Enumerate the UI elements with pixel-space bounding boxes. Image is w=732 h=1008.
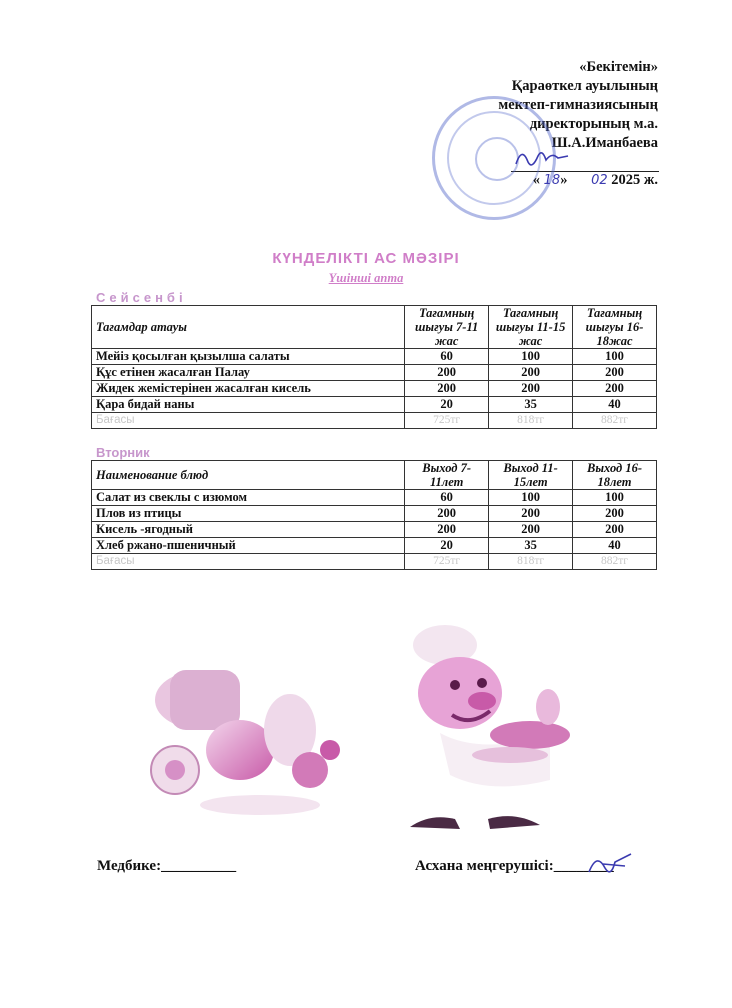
approval-line-1: «Бекітемін» [579,59,658,75]
header-cell: Выход 11-15лет [489,461,573,490]
chef-illustration [400,615,600,835]
approval-date [533,172,658,189]
canteen-head-signature [585,850,635,878]
portion-cell: 60 [405,349,489,365]
dish-name: Плов из птицы [92,506,405,522]
dish-name: Құс етінен жасалған Палау [92,365,405,381]
price-cell: 882тг [573,413,657,429]
portion-cell: 200 [573,522,657,538]
header-cell: Выход 16-18лет [573,461,657,490]
menu-subtitle: Үшінші апта [328,271,404,285]
portion-cell: 200 [489,381,573,397]
portion-cell: 200 [405,506,489,522]
portion-cell: 200 [405,522,489,538]
table-header-row [92,461,657,490]
header-cell: Тағамның шығуы 7-11 жас [405,306,489,349]
menu-table-1 [91,305,657,429]
table-row [92,365,657,381]
price-cell: 882тг [573,554,657,570]
approval-line-3: мектеп-гимназиясының [498,97,658,113]
director-signature [512,142,572,172]
portion-cell: 200 [405,381,489,397]
dish-name: Кисель -ягодный [92,522,405,538]
portion-cell: 35 [489,538,573,554]
portion-cell: 200 [489,365,573,381]
portion-cell: 200 [573,381,657,397]
approval-line-2: Қараөткел ауылының [511,78,658,94]
portion-cell: 35 [489,397,573,413]
approval-line-4: директорының м.а. [529,116,658,132]
approval-line-5: Ш.А.Иманбаева [551,135,658,151]
canteen-head-signature-field: Асхана меңгерушісі:________ [415,858,614,874]
price-label: Бағасы [92,413,405,429]
table-header-row [92,306,657,349]
dish-name: Мейіз қосылған қызылша салаты [92,349,405,365]
nurse-signature-field: Медбике:__________ [97,858,237,874]
header-cell: Наименование блюд [92,461,405,490]
table-row [92,522,657,538]
portion-cell: 200 [573,365,657,381]
header-cell: Тағамның шығуы 11-15 жас [489,306,573,349]
price-row [92,554,657,570]
date-year: 2025 ж. [611,172,658,188]
dish-name: Жидек жемістерінен жасалған кисель [92,381,405,397]
header-cell: Выход 7-11лет [405,461,489,490]
table-row [92,349,657,365]
price-cell: 725тг [405,554,489,570]
portion-cell: 200 [405,365,489,381]
dish-name: Қара бидай наны [92,397,405,413]
header-cell: Тағамдар атауы [92,306,405,349]
portion-cell: 40 [573,538,657,554]
date-quote-open: « [532,172,541,188]
table-row [92,506,657,522]
food-illustration [140,640,355,820]
table-row [92,381,657,397]
date-day: 18 [543,173,561,188]
date-quote-close: » [560,172,568,188]
portion-cell: 60 [405,490,489,506]
price-cell: 725тг [405,413,489,429]
dish-name: Салат из свеклы с изюмом [92,490,405,506]
day-label-2: Вторник [96,445,150,460]
price-row [92,413,657,429]
price-cell: 818тг [489,413,573,429]
portion-cell: 40 [573,397,657,413]
table-row [92,490,657,506]
portion-cell: 200 [489,506,573,522]
portion-cell: 100 [573,490,657,506]
portion-cell: 100 [573,349,657,365]
menu-table-2 [91,460,657,570]
date-month: 02 [591,173,608,188]
day-label-1: Сейсенбі [96,290,187,305]
portion-cell: 20 [405,397,489,413]
table-row [92,538,657,554]
portion-cell: 200 [573,506,657,522]
header-cell: Тағамның шығуы 16-18жас [573,306,657,349]
price-cell: 818тг [489,554,573,570]
price-label: Бағасы [92,554,405,570]
portion-cell: 100 [489,349,573,365]
menu-title: КҮНДЕЛІКТІ АС МӘЗІРІ [272,250,460,267]
portion-cell: 200 [489,522,573,538]
portion-cell: 100 [489,490,573,506]
dish-name: Хлеб ржано-пшеничный [92,538,405,554]
table-row [92,397,657,413]
portion-cell: 20 [405,538,489,554]
